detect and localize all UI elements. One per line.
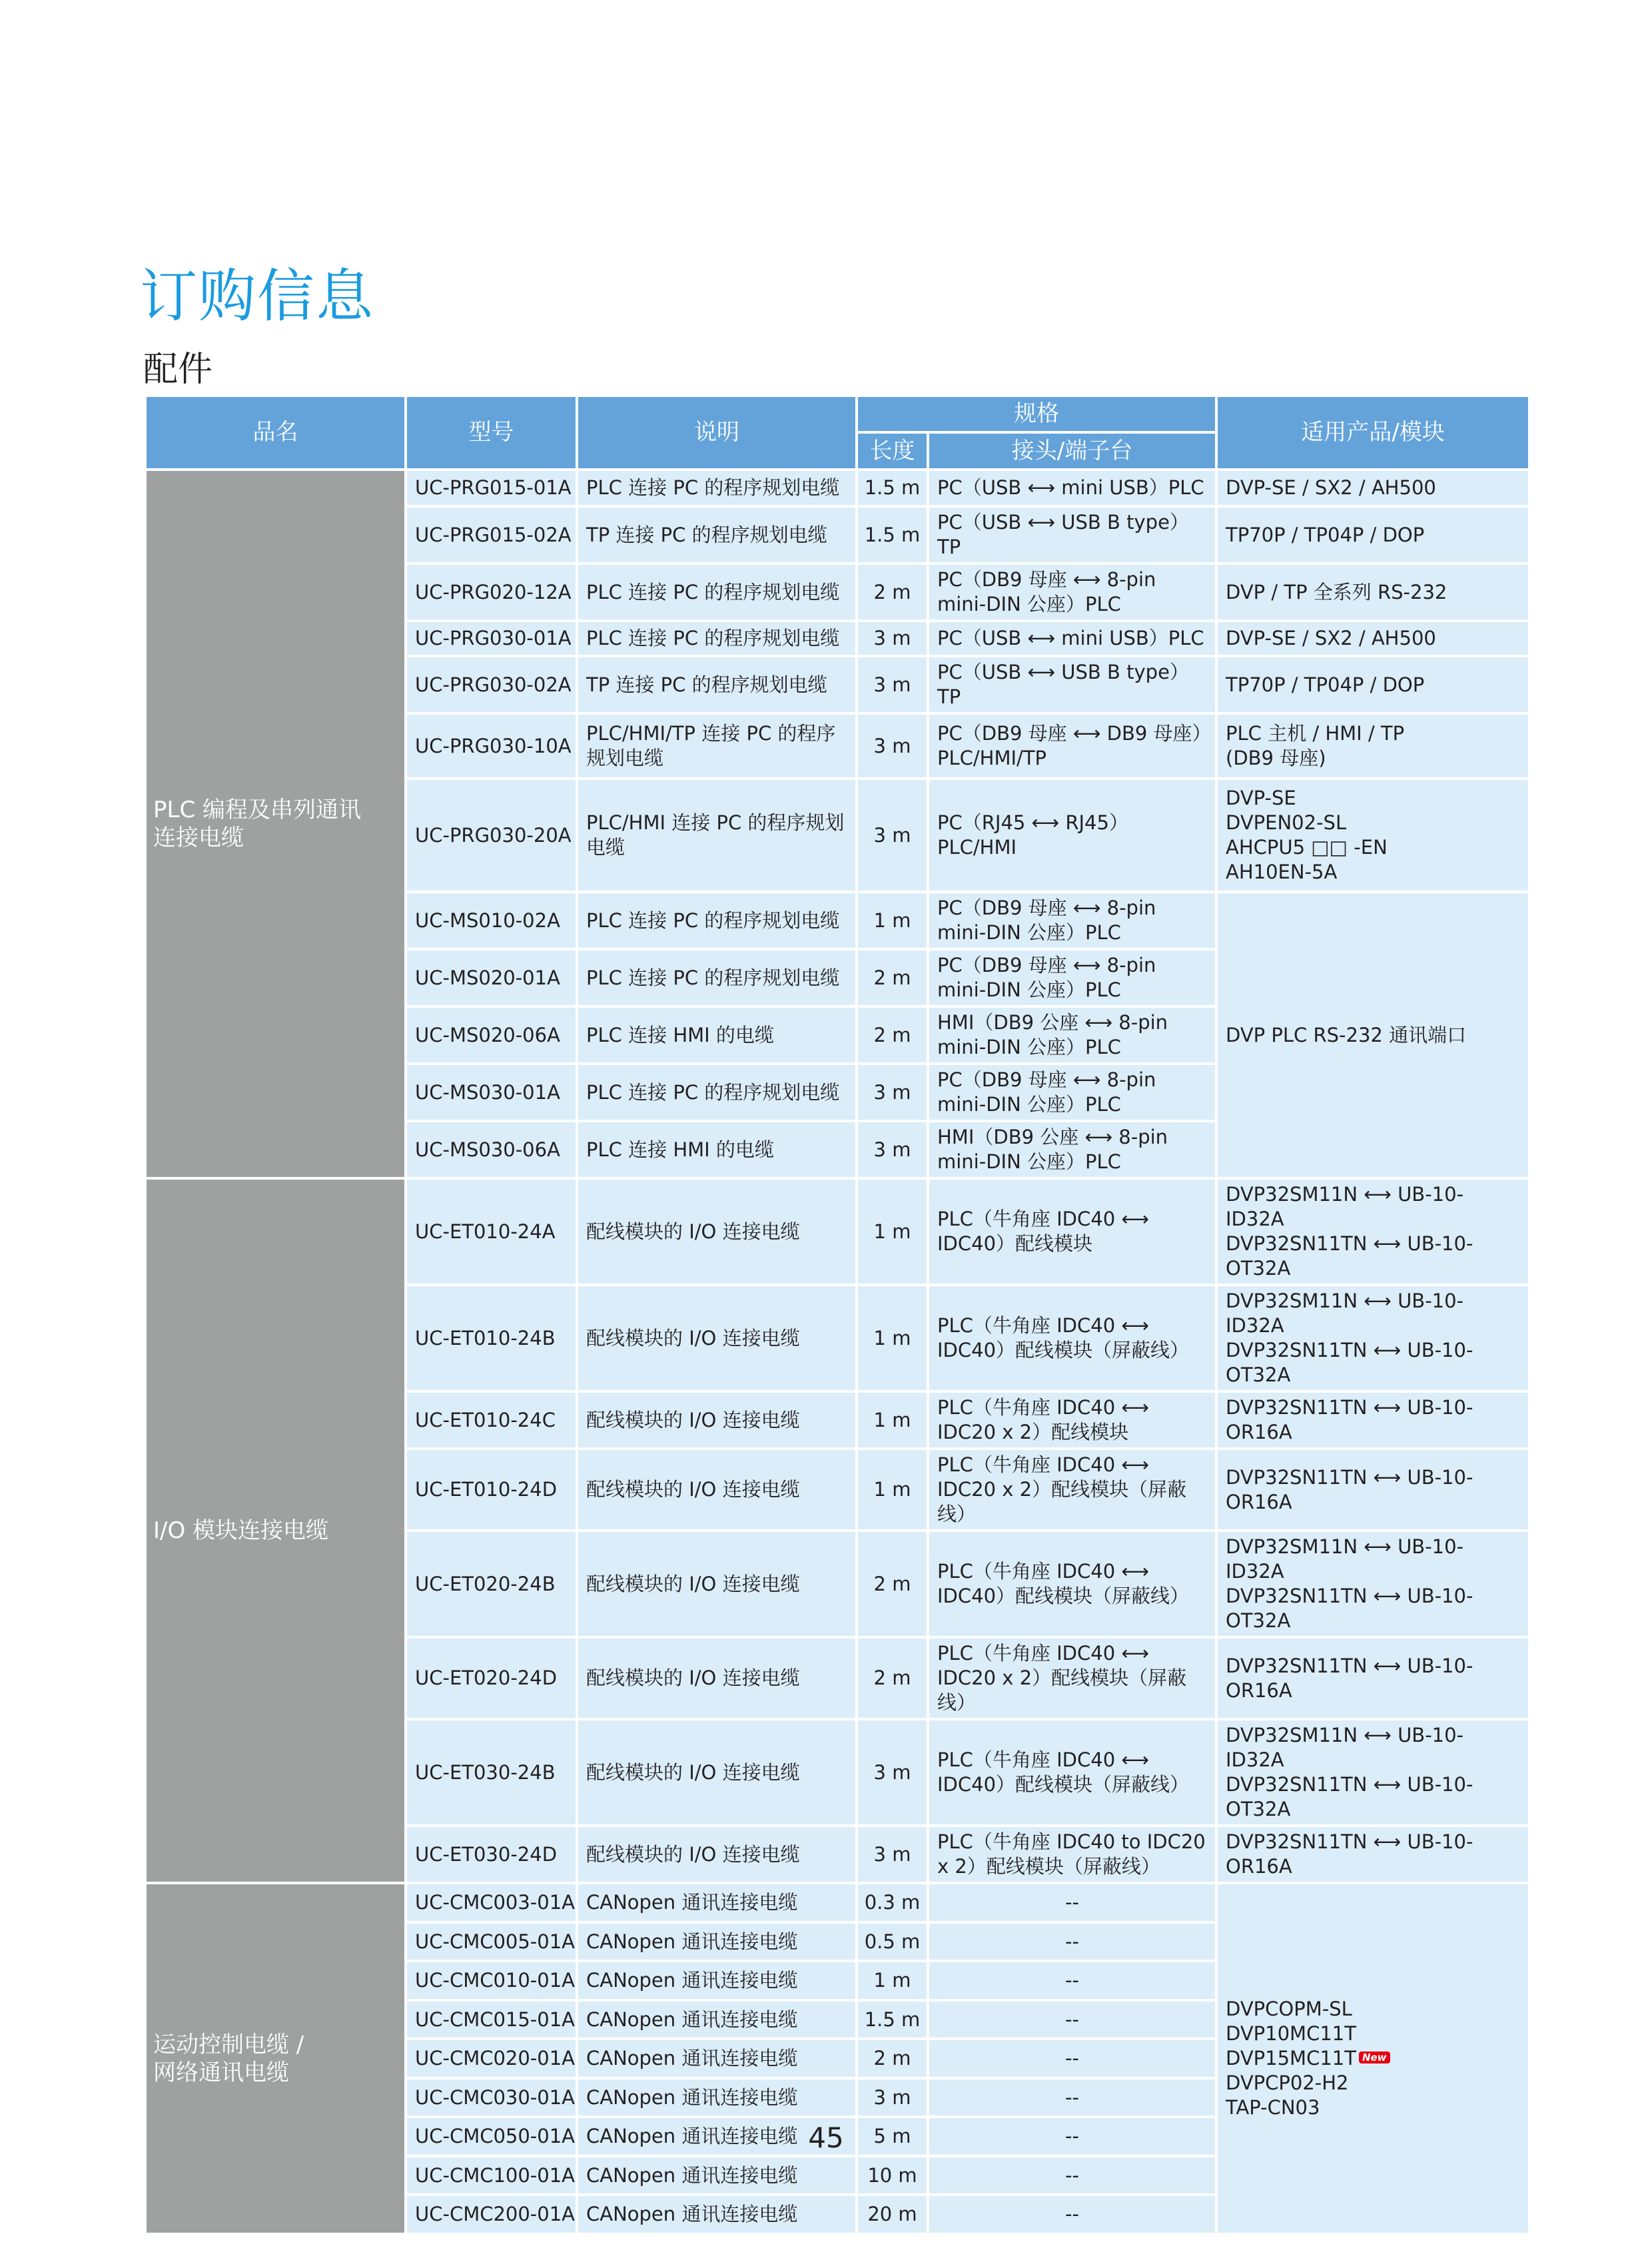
cell-connector: PLC（牛角座 IDC40 ⟷ IDC20 x 2）配线模块（屏蔽线） bbox=[928, 1637, 1216, 1719]
cell-model: UC-ET010-24D bbox=[406, 1449, 577, 1531]
cell-model: UC-ET030-24D bbox=[406, 1826, 577, 1883]
applicable-list-more: DVPCP02-H2 TAP-CN03 bbox=[1226, 2071, 1349, 2119]
cell-connector: PC（USB ⟷ mini USB）PLC bbox=[928, 470, 1216, 506]
cell-model: UC-ET010-24C bbox=[406, 1391, 577, 1449]
cell-length: 3 m bbox=[857, 1719, 928, 1826]
cell-applicable: DVP32SM11N ⟷ UB-10-ID32A DVP32SN11TN ⟷ UB-10-OT32A bbox=[1216, 1178, 1529, 1285]
cell-length: 0.3 m bbox=[857, 1883, 928, 1922]
cell-applicable: DVP PLC RS-232 通讯端口 bbox=[1216, 892, 1529, 1178]
header-description: 说明 bbox=[577, 396, 857, 470]
category-io-cables: I/O 模块连接电缆 bbox=[145, 1178, 406, 1883]
cell-description: CANopen 通讯连接电缆 bbox=[577, 2078, 857, 2117]
cell-length: 2 m bbox=[857, 563, 928, 621]
cell-applicable: PLC 主机 / HMI / TP (DB9 母座) bbox=[1216, 713, 1529, 779]
header-name: 品名 bbox=[145, 396, 406, 470]
page-title: 订购信息 bbox=[140, 263, 374, 330]
cell-model: UC-CMC015-01A bbox=[406, 2000, 577, 2039]
accessories-table-wrap bbox=[144, 394, 1528, 2235]
cell-connector: PLC（牛角座 IDC40 ⟷ IDC20 x 2）配线模块 bbox=[928, 1391, 1216, 1449]
cell-model: UC-MS010-02A bbox=[406, 892, 577, 949]
cell-connector: -- bbox=[928, 2117, 1216, 2156]
cell-connector: PC（DB9 母座 ⟷ 8-pin mini-DIN 公座）PLC bbox=[928, 949, 1216, 1006]
cell-connector: HMI（DB9 公座 ⟷ 8-pin mini-DIN 公座）PLC bbox=[928, 1121, 1216, 1178]
cell-connector: PC（USB ⟷ USB B type）TP bbox=[928, 656, 1216, 713]
accessories-table bbox=[144, 394, 1531, 2235]
cell-connector: PLC（牛角座 IDC40 ⟷ IDC40）配线模块（屏蔽线） bbox=[928, 1531, 1216, 1637]
cell-description: 配线模块的 I/O 连接电缆 bbox=[577, 1285, 857, 1391]
cell-applicable: DVP-SE / SX2 / AH500 bbox=[1216, 470, 1529, 506]
cell-description: CANopen 通讯连接电缆 bbox=[577, 2156, 857, 2195]
header-applicable: 适用产品/模块 bbox=[1216, 396, 1529, 470]
cell-length: 2 m bbox=[857, 1637, 928, 1719]
cell-model: UC-CMC050-01A bbox=[406, 2117, 577, 2156]
cell-length: 0.5 m bbox=[857, 1922, 928, 1961]
cell-connector: HMI（DB9 公座 ⟷ 8-pin mini-DIN 公座）PLC bbox=[928, 1006, 1216, 1064]
cell-connector: -- bbox=[928, 1922, 1216, 1961]
cell-description: PLC 连接 PC 的程序规划电缆 bbox=[577, 892, 857, 949]
cell-length: 3 m bbox=[857, 713, 928, 779]
cell-length: 1.5 m bbox=[857, 470, 928, 506]
cell-model: UC-MS030-06A bbox=[406, 1121, 577, 1178]
cell-description: CANopen 通讯连接电缆 bbox=[577, 1961, 857, 2000]
cell-description: TP 连接 PC 的程序规划电缆 bbox=[577, 656, 857, 713]
header-model: 型号 bbox=[406, 396, 577, 470]
cell-applicable: DVP32SN11TN ⟷ UB-10-OR16A bbox=[1216, 1391, 1529, 1449]
cell-length: 5 m bbox=[857, 2117, 928, 2156]
cell-description: CANopen 通讯连接电缆 bbox=[577, 2039, 857, 2078]
cell-length: 2 m bbox=[857, 1531, 928, 1637]
cell-applicable: DVP32SM11N ⟷ UB-10-ID32A DVP32SN11TN ⟷ UB-10-OT32A bbox=[1216, 1531, 1529, 1637]
cell-connector: PLC（牛角座 IDC40 ⟷ IDC40）配线模块（屏蔽线） bbox=[928, 1719, 1216, 1826]
cell-connector: PC（DB9 母座 ⟷ 8-pin mini-DIN 公座）PLC bbox=[928, 892, 1216, 949]
cell-description: CANopen 通讯连接电缆 bbox=[577, 1883, 857, 1922]
cell-model: UC-ET020-24D bbox=[406, 1637, 577, 1719]
cell-description: 配线模块的 I/O 连接电缆 bbox=[577, 1719, 857, 1826]
cell-connector: PLC（牛角座 IDC40 ⟷ IDC40）配线模块 bbox=[928, 1178, 1216, 1285]
cell-model: UC-CMC003-01A bbox=[406, 1883, 577, 1922]
page-number: 45 bbox=[808, 2121, 844, 2154]
cell-description: CANopen 通讯连接电缆 bbox=[577, 2000, 857, 2039]
cell-applicable: TP70P / TP04P / DOP bbox=[1216, 506, 1529, 563]
cell-length: 1.5 m bbox=[857, 2000, 928, 2039]
new-badge: New bbox=[1359, 2052, 1390, 2063]
cell-length: 1 m bbox=[857, 1449, 928, 1531]
cell-length: 3 m bbox=[857, 656, 928, 713]
cell-length: 20 m bbox=[857, 2195, 928, 2234]
cell-length: 1 m bbox=[857, 892, 928, 949]
cell-description: CANopen 通讯连接电缆 bbox=[577, 2117, 857, 2156]
cell-connector: PLC（牛角座 IDC40 ⟷ IDC20 x 2）配线模块（屏蔽线） bbox=[928, 1449, 1216, 1531]
cell-description: CANopen 通讯连接电缆 bbox=[577, 2195, 857, 2234]
cell-length: 3 m bbox=[857, 1121, 928, 1178]
table-body bbox=[145, 470, 1529, 2234]
cell-length: 1 m bbox=[857, 1391, 928, 1449]
cell-length: 1.5 m bbox=[857, 506, 928, 563]
cell-description: 配线模块的 I/O 连接电缆 bbox=[577, 1531, 857, 1637]
cell-connector: PC（DB9 母座 ⟷ 8-pin mini-DIN 公座）PLC bbox=[928, 563, 1216, 621]
cell-model: UC-ET020-24B bbox=[406, 1531, 577, 1637]
table-header bbox=[145, 396, 1529, 470]
applicable-list: DVPCOPM-SL DVP10MC11T DVP15MC11T bbox=[1226, 1998, 1356, 2069]
cell-description: 配线模块的 I/O 连接电缆 bbox=[577, 1178, 857, 1285]
cell-description: PLC 连接 PC 的程序规划电缆 bbox=[577, 470, 857, 506]
cell-length: 2 m bbox=[857, 949, 928, 1006]
cell-connector: PC（RJ45 ⟷ RJ45）PLC/HMI bbox=[928, 779, 1216, 892]
header-length: 长度 bbox=[857, 432, 928, 470]
cell-description: PLC/HMI/TP 连接 PC 的程序规划电缆 bbox=[577, 713, 857, 779]
cell-connector: -- bbox=[928, 2078, 1216, 2117]
cell-model: UC-CMC100-01A bbox=[406, 2156, 577, 2195]
cell-length: 1 m bbox=[857, 1285, 928, 1391]
cell-model: UC-MS020-01A bbox=[406, 949, 577, 1006]
cell-length: 2 m bbox=[857, 2039, 928, 2078]
cell-length: 1 m bbox=[857, 1178, 928, 1285]
cell-connector: -- bbox=[928, 1961, 1216, 2000]
header-connector: 接头/端子台 bbox=[928, 432, 1216, 470]
cell-connector: PLC（牛角座 IDC40 to IDC20 x 2）配线模块（屏蔽线） bbox=[928, 1826, 1216, 1883]
cell-model: UC-CMC010-01A bbox=[406, 1961, 577, 2000]
cell-model: UC-ET010-24B bbox=[406, 1285, 577, 1391]
cell-description: PLC 连接 PC 的程序规划电缆 bbox=[577, 621, 857, 656]
cell-length: 10 m bbox=[857, 2156, 928, 2195]
table-row bbox=[145, 1178, 1529, 1285]
table-row bbox=[145, 1883, 1529, 1922]
cell-description: PLC 连接 HMI 的电缆 bbox=[577, 1006, 857, 1064]
cell-applicable: DVP32SN11TN ⟷ UB-10-OR16A bbox=[1216, 1826, 1529, 1883]
cell-connector: PC（DB9 母座 ⟷ DB9 母座）PLC/HMI/TP bbox=[928, 713, 1216, 779]
cell-length: 3 m bbox=[857, 621, 928, 656]
cell-applicable: DVP-SE DVPEN02-SL AHCPU5 □□ -EN AH10EN-5A bbox=[1216, 779, 1529, 892]
cell-length: 3 m bbox=[857, 1826, 928, 1883]
cell-length: 3 m bbox=[857, 2078, 928, 2117]
cell-connector: -- bbox=[928, 2000, 1216, 2039]
cell-model: UC-CMC005-01A bbox=[406, 1922, 577, 1961]
cell-model: UC-CMC030-01A bbox=[406, 2078, 577, 2117]
cell-length: 2 m bbox=[857, 1006, 928, 1064]
cell-connector: PC（USB ⟷ USB B type）TP bbox=[928, 506, 1216, 563]
cell-model: UC-PRG030-02A bbox=[406, 656, 577, 713]
cell-description: PLC 连接 PC 的程序规划电缆 bbox=[577, 949, 857, 1006]
cell-applicable: DVP32SN11TN ⟷ UB-10-OR16A bbox=[1216, 1449, 1529, 1531]
cell-model: UC-ET010-24A bbox=[406, 1178, 577, 1285]
cell-model: UC-ET030-24B bbox=[406, 1719, 577, 1826]
cell-connector: PC（DB9 母座 ⟷ 8-pin mini-DIN 公座）PLC bbox=[928, 1064, 1216, 1121]
category-plc-cables: PLC 编程及串列通讯 连接电缆 bbox=[145, 470, 406, 1178]
cell-description: PLC 连接 PC 的程序规划电缆 bbox=[577, 1064, 857, 1121]
cell-model: UC-CMC020-01A bbox=[406, 2039, 577, 2078]
cell-description: PLC/HMI 连接 PC 的程序规划电缆 bbox=[577, 779, 857, 892]
table-row bbox=[145, 470, 1529, 506]
cell-length: 3 m bbox=[857, 779, 928, 892]
cell-connector: -- bbox=[928, 2195, 1216, 2234]
cell-description: TP 连接 PC 的程序规划电缆 bbox=[577, 506, 857, 563]
cell-description: 配线模块的 I/O 连接电缆 bbox=[577, 1826, 857, 1883]
cell-model: UC-PRG015-02A bbox=[406, 506, 577, 563]
cell-model: UC-PRG030-01A bbox=[406, 621, 577, 656]
cell-connector: -- bbox=[928, 2039, 1216, 2078]
cell-description: PLC 连接 PC 的程序规划电缆 bbox=[577, 563, 857, 621]
cell-applicable: DVP / TP 全系列 RS-232 bbox=[1216, 563, 1529, 621]
cell-applicable: DVP32SM11N ⟷ UB-10-ID32A DVP32SN11TN ⟷ UB-10-OT32A bbox=[1216, 1719, 1529, 1826]
cell-length: 3 m bbox=[857, 1064, 928, 1121]
cell-applicable: DVP32SN11TN ⟷ UB-10-OR16A bbox=[1216, 1637, 1529, 1719]
cell-model: UC-MS020-06A bbox=[406, 1006, 577, 1064]
cell-applicable bbox=[1216, 1883, 1529, 2234]
cell-model: UC-PRG030-10A bbox=[406, 713, 577, 779]
cell-model: UC-MS030-01A bbox=[406, 1064, 577, 1121]
header-spec: 规格 bbox=[857, 396, 1216, 432]
cell-description: PLC 连接 HMI 的电缆 bbox=[577, 1121, 857, 1178]
cell-applicable: DVP32SM11N ⟷ UB-10-ID32A DVP32SN11TN ⟷ UB-10-OT32A bbox=[1216, 1285, 1529, 1391]
cell-description: 配线模块的 I/O 连接电缆 bbox=[577, 1449, 857, 1531]
cell-connector: -- bbox=[928, 2156, 1216, 2195]
cell-model: UC-PRG030-20A bbox=[406, 779, 577, 892]
cell-applicable: TP70P / TP04P / DOP bbox=[1216, 656, 1529, 713]
cell-description: 配线模块的 I/O 连接电缆 bbox=[577, 1391, 857, 1449]
category-network-cables: 运动控制电缆 / 网络通讯电缆 bbox=[145, 1883, 406, 2234]
cell-description: CANopen 通讯连接电缆 bbox=[577, 1922, 857, 1961]
cell-connector: PLC（牛角座 IDC40 ⟷ IDC40）配线模块（屏蔽线） bbox=[928, 1285, 1216, 1391]
cell-connector: PC（USB ⟷ mini USB）PLC bbox=[928, 621, 1216, 656]
cell-model: UC-PRG020-12A bbox=[406, 563, 577, 621]
cell-model: UC-CMC200-01A bbox=[406, 2195, 577, 2234]
section-title: 配件 bbox=[143, 350, 213, 390]
cell-length: 1 m bbox=[857, 1961, 928, 2000]
cell-connector: -- bbox=[928, 1883, 1216, 1922]
cell-description: 配线模块的 I/O 连接电缆 bbox=[577, 1637, 857, 1719]
cell-applicable: DVP-SE / SX2 / AH500 bbox=[1216, 621, 1529, 656]
cell-model: UC-PRG015-01A bbox=[406, 470, 577, 506]
